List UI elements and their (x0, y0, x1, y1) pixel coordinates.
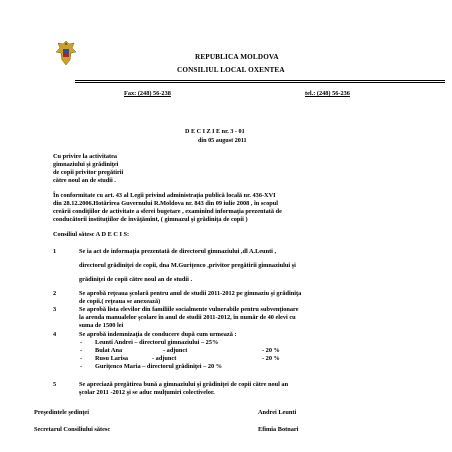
allowance-percent: - 20 % (262, 355, 280, 362)
signature-name-chairman: Andrei Leunti (258, 409, 297, 416)
allowance-item: Leunti Andrei – directorul gimnaziului – 25% (95, 339, 219, 346)
point-line: directorul grădiniţei de copii, dna M.Guriţenco ,privitor pregătirii gimnaziului şi (79, 262, 296, 269)
allowance-name: Rusu Larisa (95, 355, 129, 362)
council-decides-heading: Consiliul sătesc A D E C I S: (53, 231, 130, 238)
allowance-item: Guriţenco Maria – directorul grădiniţei – 20 % (95, 363, 223, 370)
list-dash: - (80, 347, 83, 354)
point-line: Se apreciază pregătirea bună a gimnaziului şi grădiniţei de copii către noul an (79, 381, 289, 388)
point-line: de copii.( reţeaua se anexează) (79, 298, 161, 305)
point-line: Se ia act de informaţia prezentată de directorul gimnaziului ,dl A.Leunti , (79, 248, 277, 255)
allowance-percent: - 20 % (262, 347, 280, 354)
preamble-line: creării condiţiilor de activitate a sferei bugetare , examinînd informaţia prezentată de (53, 208, 282, 215)
subject-line: de copii privitor pregătirii (53, 169, 124, 176)
point-line: Se aprobă indemnizaţia de conducere după cum urmează : (79, 331, 237, 338)
list-dash: - (80, 355, 83, 362)
allowance-role: - adjunct (163, 347, 188, 354)
point-number: 1 (53, 248, 57, 255)
point-number: 4 (53, 331, 57, 338)
header-rule-bottom (75, 82, 445, 83)
decision-title: D E C I Z I E nr. 3 - 01 (185, 129, 245, 135)
point-number: 3 (53, 306, 57, 313)
preamble-line: conducătorii instituţiilor de învăţămînt, ( gimnazul şi grădiniţa de copii ) (53, 216, 248, 223)
point-line: grădiniţei de copii către noul an de studii . (79, 276, 193, 283)
list-dash: - (80, 363, 83, 370)
subject-line: către noul an de studii . (53, 177, 116, 184)
phone-number: tel.: (248) 56-236 (305, 90, 350, 97)
point-line: Se aprobă lista elevilor din familiile socialmente vulnerabile pentru subvenţionare (79, 306, 299, 313)
point-line: la arenda manualelor şcolare în anul de studii 2011-2012, în număr de 40 elevi cu (79, 314, 296, 321)
preamble-line: din 28.12.2006.Hotărîrea Guvernului R.Moldova nr. 843 din 09 iulie 2008 , în scopul (53, 200, 278, 207)
fax-number: Fax: (248) 56-238 (124, 90, 171, 97)
subject-line: gimnaziului şi grădiniţei (53, 161, 119, 168)
signature-role-chairman: Preşedintele şedinţei (34, 409, 89, 416)
country-heading: REPUBLICA MOLDOVA (195, 53, 279, 61)
point-line: Se aprobă reţeaua şcolară pentru anul de studii 2011-2012 pe gimnaziu şi grădiniţa (79, 290, 302, 297)
point-line: şcolar 2011 -2012 şi se aduc mulţumiri colectivelor. (79, 389, 215, 396)
signature-name-secretary: Efimia Botnari (258, 426, 299, 433)
subject-line: Cu privire la activitatea (53, 153, 118, 160)
point-number: 5 (53, 381, 57, 388)
point-line: suma de 1500 lei (79, 322, 124, 329)
allowance-name: Bulat Ana (95, 347, 123, 354)
list-dash: - (80, 339, 83, 346)
allowance-role: - adjunct (152, 355, 177, 362)
coat-of-arms-icon (55, 40, 77, 66)
point-number: 2 (53, 290, 57, 297)
council-heading: CONSILIUL LOCAL OXENTEA (177, 66, 285, 74)
signature-role-secretary: Secretarul Consiliului sătesc (34, 426, 111, 433)
decision-date: din 05 august 2011 (198, 138, 247, 144)
preamble-line: În conformitate cu art. 43 al Legii privind administraţia publică locală nr. 436-XVI (53, 192, 276, 199)
header-rule-top (75, 80, 445, 81)
